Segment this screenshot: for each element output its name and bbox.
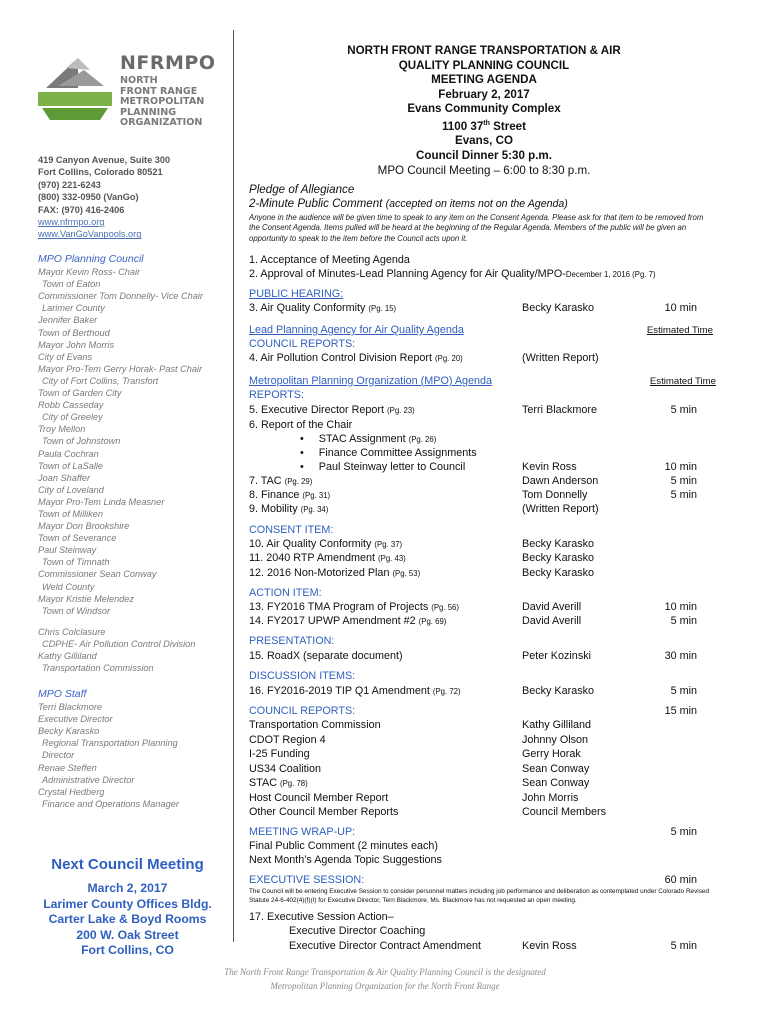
agenda-item-11: 11. 2040 RTP Amendment (Pg. 43) (249, 552, 406, 564)
staff-member-line: Administrative Director (42, 774, 135, 785)
public-comment: 2-Minute Public Comment (accepted on items not on the Agenda) (249, 197, 568, 211)
council-member-line: Weld County (42, 581, 95, 592)
staff-member-line: Renae Steffen (38, 762, 97, 773)
agenda-item-5: 5. Executive Director Report (Pg. 23) (249, 404, 415, 416)
vango-website-link[interactable]: www.VanGoVanpools.org (38, 229, 142, 240)
time-estimate: 5 min (670, 940, 697, 952)
council-report-item: STAC (Pg. 78) (249, 777, 308, 789)
fax-line: FAX: (970) 416-2406 (38, 204, 125, 215)
mpo-agenda-heading: Metropolitan Planning Organization (MPO) Agenda (249, 375, 493, 387)
meeting-venue: Evans Community Complex (407, 102, 561, 116)
staff-member-line: Crystal Hedberg (38, 786, 105, 797)
council-member-line: Transportation Commission (42, 663, 154, 674)
executive-session-note: The Council will be entering Executive Session to consider personnel matters including job performance and deliberation as contemplated under Colorado Revised Statute 24-6-402(4)(f)(I) for Executive Director, Terri Blackmore. Ms. Blackmore has not requested an open meeting. (249, 888, 710, 905)
council-member-line: Mayor Kevin Ross- Chair (38, 267, 141, 278)
logo-word: NFRMPO (120, 52, 216, 74)
header-line: NORTH FRONT RANGE TRANSPORTATION & AIR (347, 44, 621, 57)
meeting-wrapup-heading: MEETING WRAP-UP: (249, 826, 356, 838)
presenter: Tom Donnelly (522, 489, 588, 501)
council-member-line: Chris Colclasure (38, 627, 106, 637)
council-member-line: City of Fort Collins, Transfort (42, 375, 159, 386)
time-estimate: 5 min (670, 404, 697, 416)
lpa-agenda-heading: Lead Planning Agency for Air Quality Agenda (249, 324, 464, 336)
time-estimate: 10 min (664, 461, 697, 473)
presenter: Terri Blackmore (522, 404, 597, 416)
council-report-item: US34 Coalition (249, 762, 322, 775)
presenter: David Averill (522, 615, 582, 627)
staff-member-line: Executive Director (38, 714, 113, 725)
page-footer (0, 965, 770, 993)
agenda-item-12: 12. 2016 Non-Motorized Plan (Pg. 53) (249, 567, 421, 579)
council-dinner-time: Council Dinner 5:30 p.m. (416, 149, 552, 163)
council-member-line: Larimer County (42, 303, 105, 314)
presenter: Kevin Ross (522, 461, 577, 473)
time-estimate: 30 min (664, 650, 697, 662)
presenter: Becky Karasko (522, 302, 595, 314)
address-line: 419 Canyon Avenue, Suite 300 (38, 155, 171, 165)
footer-line: Metropolitan Planning Organization for the North Front Range (270, 981, 500, 991)
council-member-line: Kathy Gilliland (38, 651, 97, 662)
logo-mark-icon (38, 48, 112, 126)
agenda-header (249, 44, 719, 178)
council-report-item: Host Council Member Report (249, 791, 389, 804)
column-divider (233, 30, 234, 942)
agenda-item-17: 17. Executive Session Action– (249, 911, 394, 923)
council-member-line: Commissioner Tom Donnelly- Vice Chair (38, 291, 203, 302)
website-link[interactable]: www.nfrmpo.org (38, 217, 105, 228)
phone-line: (800) 332-0950 (VanGo) (38, 192, 139, 203)
reports-heading: REPORTS: (249, 389, 304, 401)
presenter: Kevin Ross (522, 940, 577, 952)
staff-member-line: Finance and Operations Manager (42, 798, 179, 809)
staff-member-line: Becky Karasko (38, 726, 100, 737)
council-report-item: I-25 Funding (249, 748, 310, 760)
presenter: Dawn Anderson (522, 475, 599, 487)
footer-line: The North Front Range Transportation & Air Quality Planning Council is the designated (224, 967, 546, 977)
council-member-line: Town of Johnstown (42, 436, 121, 447)
council-member-line: Paul Steinway (38, 545, 97, 556)
time-estimate: 5 min (670, 615, 697, 627)
agenda-item-3: 3. Air Quality Conformity (Pg. 15) (249, 302, 397, 314)
council-member-line: Town of Milliken (38, 508, 104, 519)
meeting-time: MPO Council Meeting – 6:00 to 8:30 p.m. (377, 163, 591, 177)
next-meeting-street: 200 W. Oak Street (76, 927, 179, 942)
next-meeting-location: Larimer County Offices Bldg. (43, 896, 212, 911)
council-member-line: Town of Eaton (42, 279, 101, 290)
agenda-item-13: 13. FY2016 TMA Program of Projects (Pg. 56) (249, 601, 459, 613)
agenda-item-10: 10. Air Quality Conformity (Pg. 37) (249, 538, 403, 550)
agenda-subitem: Executive Director Contract Amendment (289, 940, 482, 952)
council-report-item: Transportation Commission (249, 719, 381, 731)
planning-council-list (38, 253, 203, 617)
presenter: (Written Report) (522, 352, 599, 364)
logo-subtitle: NORTH FRONT RANGE METROPOLITAN PLANNING ORGANIZATION (120, 75, 205, 129)
agenda-item-14: 14. FY2017 UPWP Amendment #2 (Pg. 69) (249, 615, 447, 627)
agenda-item-4: 4. Air Pollution Control Division Report (Pg. 20) (249, 352, 463, 364)
council-member-line: Mayor Kristie Melendez (38, 593, 134, 604)
council-report-item: CDOT Region 4 (249, 733, 326, 746)
time-estimate: 10 min (664, 601, 697, 613)
presenter: Sean Conway (522, 777, 590, 789)
next-meeting-title: Next Council Meeting (51, 856, 204, 873)
council-reports-heading: COUNCIL REPORTS: (249, 705, 356, 717)
council-member-line: Mayor John Morris (38, 339, 115, 350)
time-estimate: 5 min (670, 489, 697, 501)
mpo-staff-list (38, 688, 179, 810)
agenda-item-9: 9. Mobility (Pg. 34) (249, 503, 329, 515)
public-comment-note: Anyone in the audience will be given time to speak to any item on the Consent Agenda. Please ask for that item to be removed from the Consent Agenda. Items pulled will be heard at the beginning of the Regular Agenda. Members of the public will be given an opportunity to speak to the item before the Council acts upon it. (249, 213, 704, 243)
presenter: Gerry Horak (522, 748, 581, 760)
agenda-item-16: 16. FY2016-2019 TIP Q1 Amendment (Pg. 72) (249, 685, 461, 697)
presenter: John Morris (522, 791, 579, 804)
agenda-item-1: 1. Acceptance of Meeting Agenda (249, 254, 410, 266)
presenter: David Averill (522, 601, 582, 613)
pledge-of-allegiance: Pledge of Allegiance (249, 183, 355, 196)
header-line: QUALITY PLANNING COUNCIL (398, 58, 570, 72)
estimated-time-heading: Estimated Time (646, 325, 713, 336)
contact-info (38, 154, 170, 241)
time-estimate: 5 min (670, 685, 697, 697)
council-member-line: Mayor Pro-Tem Linda Measner (38, 496, 165, 507)
wrapup-item: Final Public Comment (2 minutes each) (249, 840, 439, 852)
council-report-item: Other Council Member Reports (249, 806, 399, 818)
presenter: Becky Karasko (522, 552, 595, 564)
presenter: Council Members (522, 806, 607, 818)
staff-member-line: Terri Blackmore (38, 702, 102, 713)
council-member-line: Town of Windsor (42, 605, 111, 616)
wrapup-item: Next Month’s Agenda Topic Suggestions (249, 854, 442, 866)
address-line: Fort Collins, Colorado 80521 (38, 167, 163, 178)
council-member-line: Mayor Pro-Tem Gerry Horak- Past Chair (38, 363, 203, 374)
agenda-item-8: 8. Finance (Pg. 31) (249, 489, 331, 501)
agenda-item-2: 2. Approval of Minutes-Lead Planning Agency for Air Quality/MPO-December 1, 2016 (Pg. 7) (249, 268, 656, 280)
time-estimate: 15 min (664, 705, 697, 717)
agenda-item-6: 6. Report of the Chair (249, 419, 353, 431)
council-member-line: Troy Mellon (38, 424, 86, 435)
next-meeting-city: Fort Collins, CO (81, 943, 174, 958)
presenter: Johnny Olson (522, 733, 589, 746)
discussion-items-heading: DISCUSSION ITEMS: (249, 670, 356, 682)
nfrmpo-logo (38, 48, 218, 132)
council-member-line: Jennifer Baker (38, 315, 98, 326)
meeting-street: 1100 37th Street (442, 119, 526, 133)
council-member-line: Mayor Don Brookshire (38, 521, 130, 532)
staff-heading: MPO Staff (38, 688, 87, 700)
council-member-line: City of Greeley (42, 412, 103, 423)
time-estimate: 5 min (670, 826, 697, 838)
phone-line: (970) 221-6243 (38, 179, 101, 190)
meeting-date: February 2, 2017 (438, 87, 530, 101)
council-member-line: Robb Casseday (38, 400, 104, 411)
bullet-item: • STAC Assignment (Pg. 26) (300, 433, 437, 445)
presentation-heading: PRESENTATION: (249, 635, 335, 647)
consent-item-heading: CONSENT ITEM: (249, 524, 334, 536)
staff-member-line: Regional Transportation Planning (42, 738, 178, 749)
meeting-city: Evans, CO (455, 134, 513, 148)
estimated-time-heading: Estimated Time (649, 376, 716, 387)
executive-session-heading: EXECUTIVE SESSION: (249, 874, 365, 886)
council-member-line: Commissioner Sean Conway (38, 569, 157, 580)
council-member-line: City of Evans (38, 351, 93, 362)
council-member-line: Paula Cochran (38, 448, 99, 459)
council-member-line: Town of LaSalle (38, 460, 104, 471)
council-member-line: Town of Garden City (38, 388, 122, 399)
council-member-line: Town of Severance (38, 533, 117, 544)
council-reports-heading: COUNCIL REPORTS: (249, 338, 356, 350)
public-hearing-heading: PUBLIC HEARING: (249, 288, 344, 300)
pledge-section (249, 183, 568, 212)
next-council-meeting (30, 856, 225, 959)
bullet-item: • Paul Steinway letter to Council (300, 461, 466, 473)
staff-member-line: Director (42, 750, 75, 761)
council-member-line: Joan Shaffer (38, 472, 91, 483)
council-heading: MPO Planning Council (38, 253, 144, 265)
council-extra-list (38, 626, 195, 674)
council-member-line: CDPHE- Air Pollution Control Division (42, 639, 196, 650)
time-estimate: 5 min (670, 475, 697, 487)
time-estimate: 10 min (664, 302, 697, 314)
time-estimate: 60 min (664, 874, 697, 886)
presenter: Becky Karasko (522, 567, 595, 579)
presenter: (Written Report) (522, 503, 599, 515)
council-member-line: Town of Timnath (42, 557, 110, 568)
council-member-line: City of Loveland (38, 484, 104, 495)
bullet-item: • Finance Committee Assignments (300, 447, 477, 459)
action-item-heading: ACTION ITEM: (249, 587, 322, 599)
agenda-item-15: 15. RoadX (separate document) (249, 650, 403, 662)
presenter: Peter Kozinski (522, 650, 592, 662)
next-meeting-rooms: Carter Lake & Boyd Rooms (48, 912, 207, 927)
agenda-subitem: Executive Director Coaching (289, 925, 426, 937)
presenter: Becky Karasko (522, 538, 595, 550)
presenter: Sean Conway (522, 762, 590, 775)
council-member-line: Town of Berthoud (38, 327, 110, 338)
agenda-item-7: 7. TAC (Pg. 29) (249, 475, 313, 487)
header-line: MEETING AGENDA (431, 73, 537, 87)
presenter: Kathy Gilliland (522, 719, 592, 731)
presenter: Becky Karasko (522, 685, 595, 697)
next-meeting-date: March 2, 2017 (87, 881, 168, 895)
